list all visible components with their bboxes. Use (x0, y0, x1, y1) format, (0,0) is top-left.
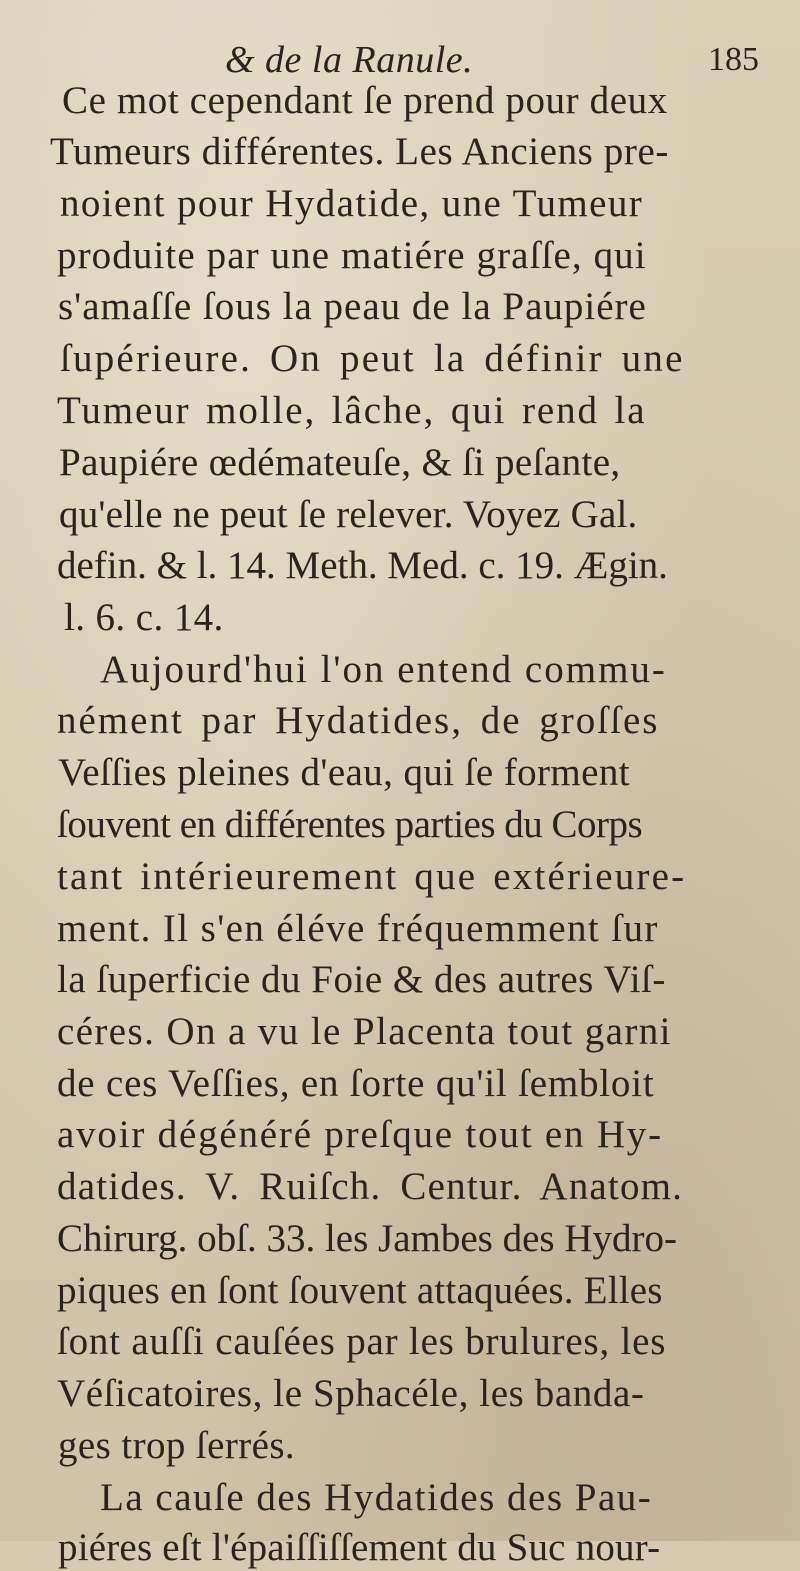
text-line: ſouvent en différentes parties du Corps (57, 803, 643, 846)
text-line: tant intérieurement que extérieure- (57, 855, 687, 898)
text-line: l. 6. c. 14. (64, 596, 224, 639)
text-line: datides. V. Ruiſch. Centur. Anatom. (57, 1165, 684, 1208)
text-line: avoir dégénéré preſque tout en Hy- (57, 1113, 663, 1156)
text-line: defin. & l. 14. Meth. Med. c. 19. Ægin. (57, 544, 668, 587)
text-line: piéres eſt l'épaiſſiſſement du Suc nour- (58, 1526, 661, 1569)
text-line: Tumeurs différentes. Les Anciens pre- (50, 130, 669, 173)
text-line: ſont auſſi cauſées par les brulures, les (57, 1320, 667, 1363)
text-line: produite par une matiére graſſe, qui (57, 234, 647, 277)
running-title: & de la Ranule. (225, 39, 474, 81)
page-number: 185 (708, 41, 759, 78)
text-line: s'amaſſe ſous la peau de la Paupiére (58, 285, 647, 328)
text-line: nément par Hydatides, de groſſes (57, 699, 660, 742)
text-line: Paupiére œdémateuſe, & ſi peſante, (59, 441, 621, 484)
text-line: ment. Il s'en éléve fréquemment ſur (57, 907, 659, 950)
text-line: de ces Veſſies, en ſorte qu'il ſembloit (57, 1062, 655, 1105)
text-line: la ſuperficie du Foie & des autres Viſ- (57, 958, 666, 1001)
text-line: noient pour Hydatide, une Tumeur (60, 182, 644, 225)
text-line: Aujourd'hui l'on entend commu- (100, 648, 667, 691)
text-line: Veſſies pleines d'eau, qui ſe forment (58, 751, 630, 794)
text-line: Véſicatoires, le Sphacéle, les banda- (57, 1372, 645, 1415)
text-line: Ce mot cependant ſe prend pour deux (62, 79, 668, 122)
text-line: céres. On a vu le Placenta tout garni (57, 1010, 672, 1053)
text-line: La cauſe des Hydatides des Pau- (100, 1476, 653, 1519)
text-line: ges trop ſerrés. (58, 1424, 296, 1467)
text-line: piques en ſont ſouvent attaquées. Elles (57, 1269, 663, 1312)
running-head (0, 40, 800, 80)
text-line: Chirurg. obſ. 33. les Jambes des Hydro- (57, 1217, 677, 1260)
text-line: qu'elle ne peut ſe relever. Voyez Gal. (59, 493, 638, 536)
text-line: ſupérieure. On peut la définir une (60, 337, 685, 380)
text-line: Tumeur molle, lâche, qui rend la (57, 389, 647, 432)
